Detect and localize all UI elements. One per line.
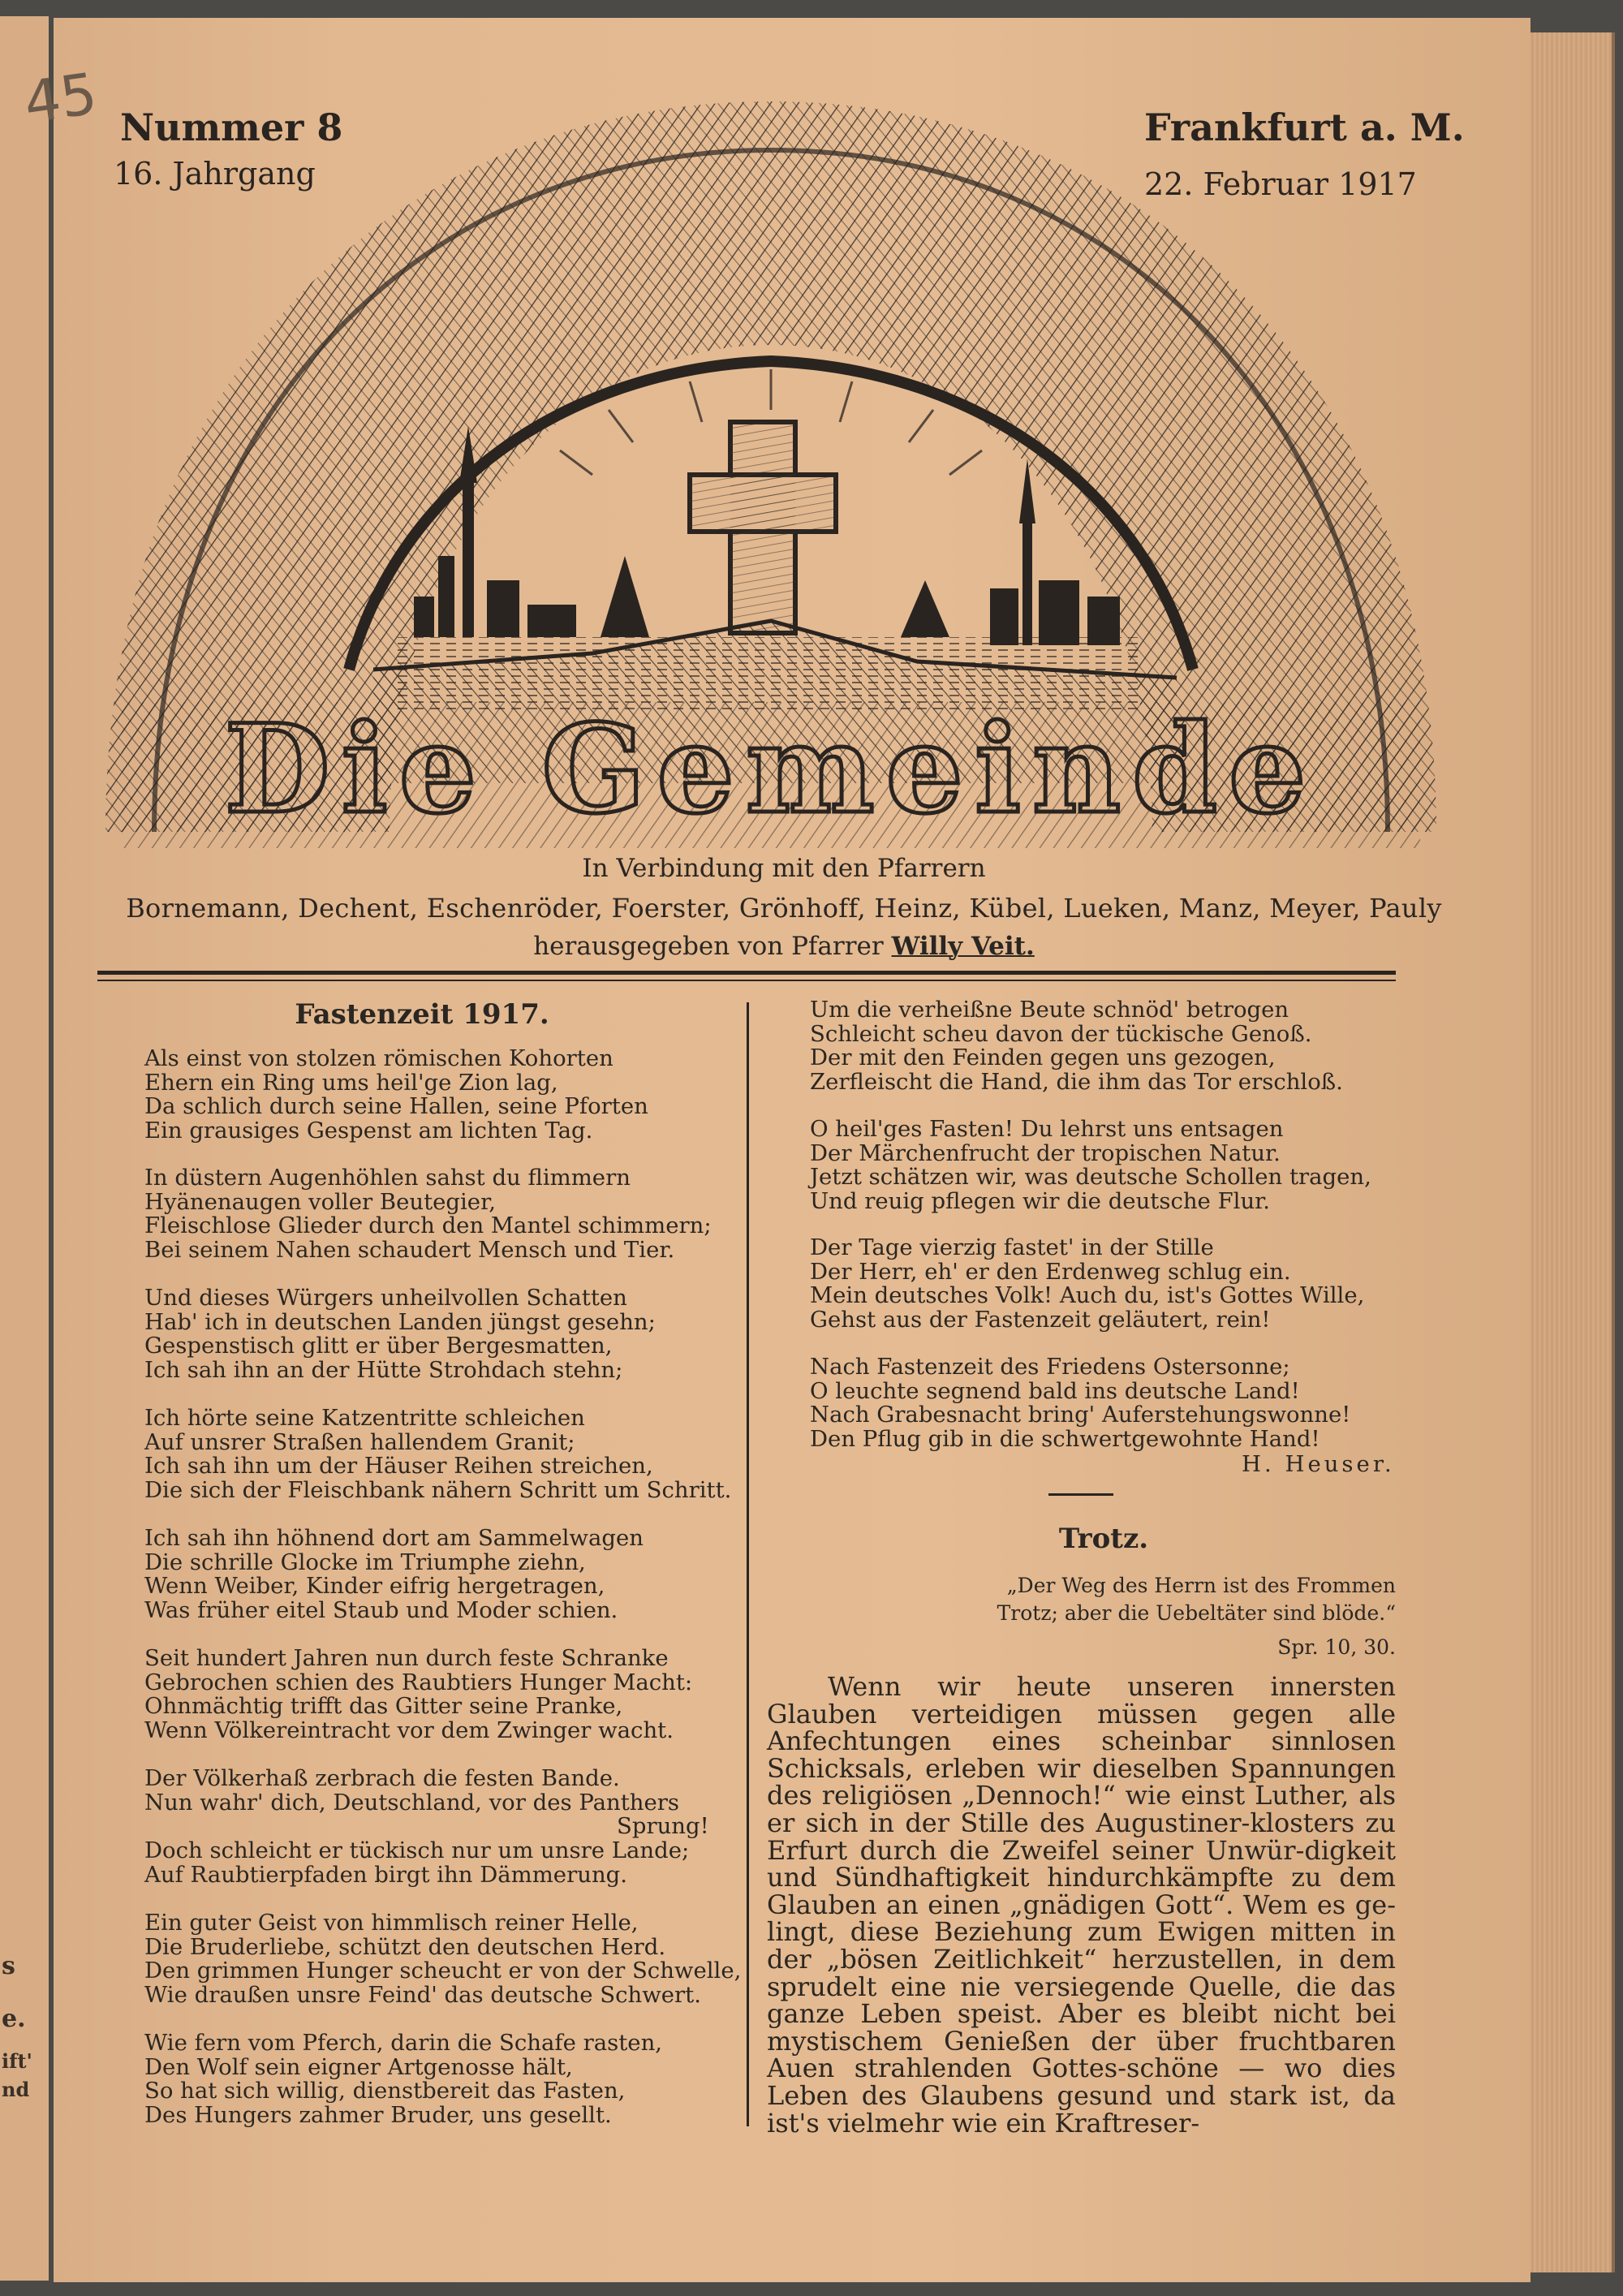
section-divider [1048,1493,1113,1496]
article-title: Trotz. [1058,1523,1149,1555]
poem-stanza: O heil'ges Fasten! Du lehrst uns entsagen Der Märchenfrucht der tropischen Natur. Jetzt schätzen wir, was deutsche Schollen tragen, Und reuig pflegen wir die deutsche Flur. [810,1116,1371,1214]
poem-stanza: Der Tage vierzig fastet' in der Stille Der Herr, eh' er den Erdenweg schlug ein. Mein deutsches Volk! Auch du, ist's Gottes Wille, Gehst aus der Fastenzeit geläutert, rein! [810,1234,1365,1333]
poem-title: Fastenzeit 1917. [295,998,549,1031]
volume-year: 16. Jahrgang [114,156,316,192]
poem-stanza: Doch schleicht er tückisch nur um unsre Lande; Auf Raubtierpfaden birgt ihn Dämmerung. [144,1837,690,1888]
poem-stanza: Wie fern vom Pferch, darin die Schafe rasten, Den Wolf sein eigner Artgenosse hält, So hat sich willig, dienstbereit das Fasten, Des Hungers zahmer Bruder, uns gesellt. [144,2030,663,2128]
poem-stanza: In düstern Augenhöhlen sahst du flimmern Hyänenaugen voller Beutegier, Fleischlose Glieder durch den Mantel schimmern; Bei seinem Nahen schaudert Mensch und Tier. [144,1165,712,1263]
motto-line: „Der Weg des Herrn ist des Frommen [1006,1574,1396,1597]
poem-stanza: Ich sah ihn höhnend dort am Sammelwagen Die schrille Glocke im Triumphe ziehn, Wenn Weiber, Kinder eifrig hergetragen, Was früher eitel Staub und Moder schien. [144,1525,644,1623]
pencil-note: 45 [19,60,101,136]
motto-line: Trotz; aber die Uebeltäter sind blöde.“ [997,1601,1396,1625]
poem-stanza: Ich hörte seine Katzentritte schleichen Auf unsrer Straßen hallendem Granit; Ich sah ihn um der Häuser Reihen streichen, Die sich der Fleischbank nähern Schritt um Schritt. [144,1405,732,1503]
strip-fragment: s [2,1952,15,1980]
publisher-line-1: In Verbindung mit den Pfarrern [582,854,986,883]
poem-stanza: Seit hundert Jahren nun durch feste Schranke Gebrochen schien des Raubtiers Hunger Macht: Ohnmächtig trifft das Gitter seine Pranke, Wenn Völkereintracht vor dem Zwinger wacht. [144,1645,693,1743]
strip-fragment: e. [2,2005,26,2033]
motto-reference: Spr. 10, 30. [1277,1635,1396,1659]
poem-stanza: Als einst von stolzen römischen Kohorten Ehern ein Ring ums heil'ge Zion lag, Da schlich durch seine Hallen, seine Pforten Ein grausiges Gespenst am lichten Tag. [144,1045,648,1144]
poem-stanza: Um die verheißne Beute schnöd' betrogen Schleicht scheu davon der tückische Genoß. Der mit den Feinden gegen uns gezogen, Zerfleischt die Hand, die ihm das Tor erschloß. [810,997,1343,1095]
poem-word-sprung: Sprung! [617,1813,709,1839]
column-rule [747,1002,749,2126]
poem-stanza: Ein guter Geist von himmlisch reiner Helle, Die Bruderliebe, schützt den deutschen Herd. Den grimmen Hunger scheucht er von der Schwelle, Wie draußen unsre Feind' das deutsche Schwert. [144,1910,742,2008]
masthead-title: Die Gemeinde [224,698,1318,841]
masthead-illustration [105,101,1436,848]
editor-name: Willy Veit. [891,932,1035,961]
publisher-line-3 [54,932,1514,961]
issue-number: Nummer 8 [120,106,343,149]
article-body: Wenn wir heute unseren innersten Glauben verteidigen müssen gegen alle Anfechtungen eines scheinbar sinnlosen Schicksals, erleben wir dieselben Spannungen des religiösen „Dennoch!“ wie einst Luther, als er sich in der Stille des Augustiner-klosters zu Erfurt durch die Zweifel seiner Unwür-digkeit und Sündhaftigkeit hindurchkämpfte zu dem Glauben an einen „gnädigen Gott“. Wem es ge-lingt, diese Beziehung zum Ewigen mitten in der „bösen Zeitlichkeit“ herzustellen, in dem sprudelt eine nie versiegende Quelle, die das ganze Leben speist. Aber es bleibt nicht bei mystischem Genießen der über fruchtbaren Auen strahlenden Gottes-schöne — wo dies Leben des Glaubens gesund und stark ist, da ist's vielmehr wie ein Kraftreser- [767,1671,1396,2139]
poem-author: H. Heuser. [1242,1451,1395,1477]
strip-fragment: nd [2,2078,30,2101]
poem-stanza: Nach Fastenzeit des Friedens Ostersonne; O leuchte segnend bald ins deutsche Land! Nach Grabesnacht bring' Auferstehungswonne! Den Pflug gib in die schwertgewohnte Hand! [810,1354,1351,1452]
header-rule-thin [97,980,1396,981]
header-rule [97,971,1396,975]
publisher-prefix: herausgegeben von Pfarrer [533,932,884,961]
article-motto [966,1572,1396,1627]
strip-fragment: ift' [2,2049,32,2073]
poem-stanza: Und dieses Würgers unheilvollen Schatten Hab' ich in deutschen Landen jüngst gesehn; Gespenstisch glitt er über Bergesmatten, Ich sah ihn an der Hütte Strohdach stehn; [144,1285,656,1383]
place: Frankfurt a. M. [1144,106,1465,149]
issue-date: 22. Februar 1917 [1144,166,1417,202]
page-edges [1530,32,1615,2272]
adjacent-page-strip [0,16,49,2281]
poem-stanza: Der Völkerhaß zerbrach die festen Bande. Nun wahr' dich, Deutschland, vor des Panthers [144,1765,679,1816]
publisher-line-2: Bornemann, Dechent, Eschenröder, Foerster, Grönhoff, Heinz, Kübel, Lueken, Manz, Meyer, Pauly [126,893,1442,924]
